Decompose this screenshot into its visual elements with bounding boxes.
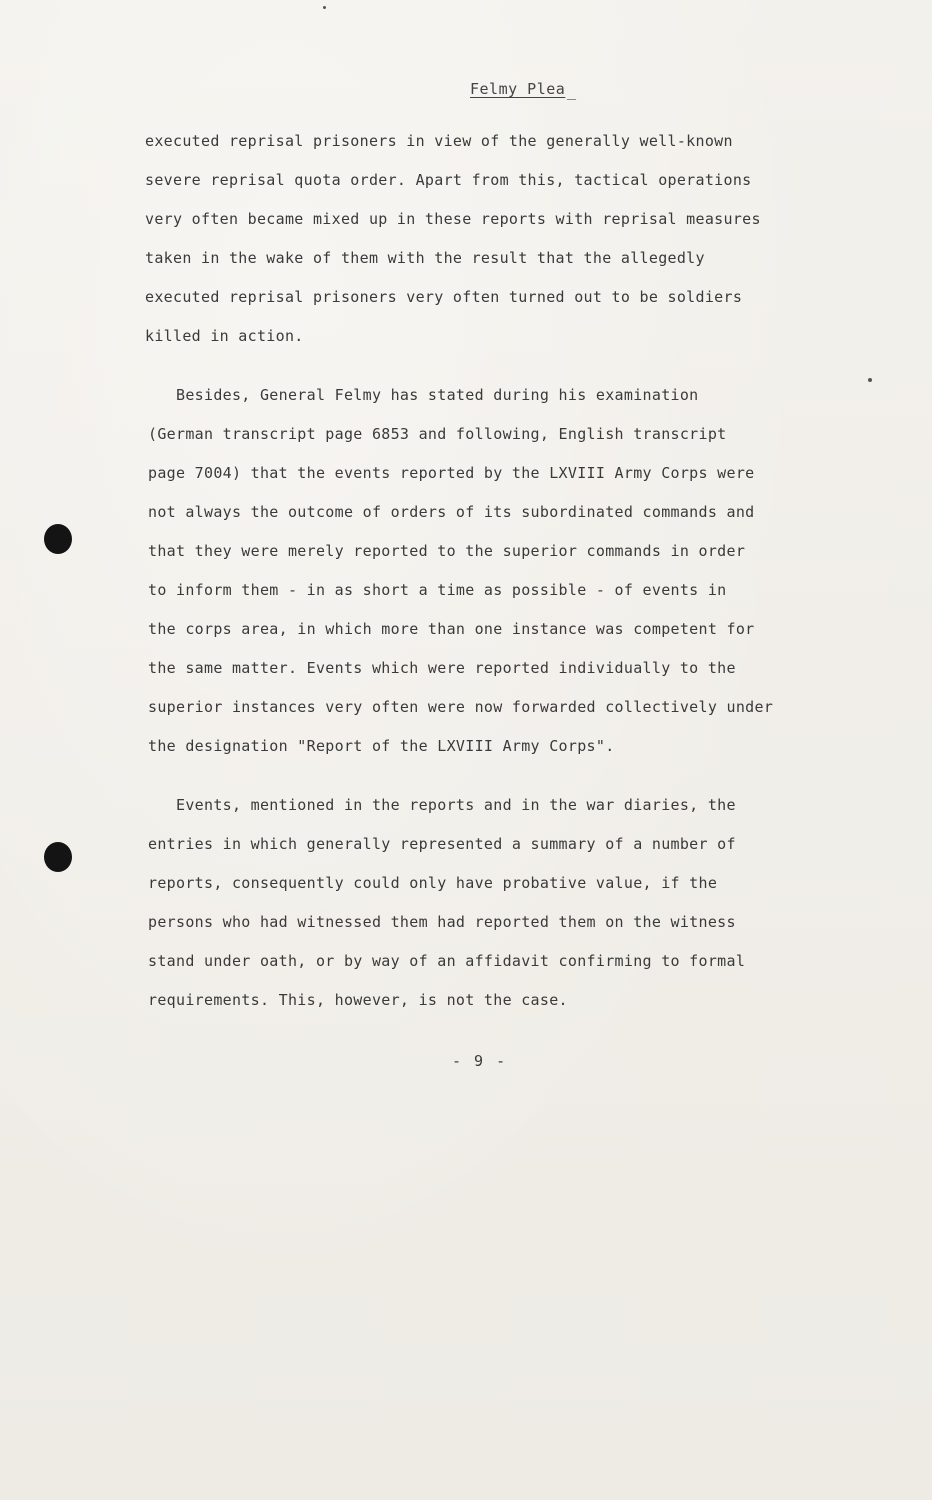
text-line: persons who had witnessed them had reported them on the witness bbox=[148, 913, 736, 931]
text-line: Besides, General Felmy has stated during his examination bbox=[148, 386, 699, 404]
page-header-trailing-mark: _ bbox=[567, 82, 577, 100]
paper-speck bbox=[323, 6, 326, 9]
text-line: not always the outcome of orders of its subordinated commands and bbox=[148, 503, 755, 521]
page-number: - 9 - bbox=[452, 1052, 508, 1070]
paragraph-3 bbox=[148, 786, 828, 1020]
text-line: severe reprisal quota order. Apart from this, tactical operations bbox=[145, 171, 752, 189]
text-line: taken in the wake of them with the result that the allegedly bbox=[145, 249, 705, 267]
text-line: Events, mentioned in the reports and in the war diaries, the bbox=[148, 796, 736, 814]
paragraph-2 bbox=[148, 376, 828, 766]
text-line: executed reprisal prisoners very often turned out to be soldiers bbox=[145, 288, 743, 306]
text-line: the corps area, in which more than one instance was competent for bbox=[148, 620, 755, 638]
text-line: page 7004) that the events reported by the LXVIII Army Corps were bbox=[148, 464, 755, 482]
text-line: killed in action. bbox=[145, 327, 304, 345]
punch-hole bbox=[44, 524, 72, 554]
text-line: executed reprisal prisoners in view of the generally well-known bbox=[145, 132, 733, 150]
page-header-title: Felmy Plea bbox=[470, 80, 566, 98]
text-line: (German transcript page 6853 and following, English transcript bbox=[148, 425, 727, 443]
text-line: to inform them - in as short a time as possible - of events in bbox=[148, 581, 727, 599]
text-line: superior instances very often were now forwarded collectively under bbox=[148, 698, 774, 716]
text-line: requirements. This, however, is not the case. bbox=[148, 991, 568, 1009]
text-line: reports, consequently could only have probative value, if the bbox=[148, 874, 718, 892]
punch-hole bbox=[44, 842, 72, 872]
text-line: entries in which generally represented a summary of a number of bbox=[148, 835, 736, 853]
text-line: very often became mixed up in these reports with reprisal measures bbox=[145, 210, 761, 228]
text-line: that they were merely reported to the superior commands in order bbox=[148, 542, 746, 560]
text-line: stand under oath, or by way of an affidavit confirming to formal bbox=[148, 952, 746, 970]
paper-speck bbox=[868, 378, 872, 382]
text-line: the designation "Report of the LXVIII Army Corps". bbox=[148, 737, 615, 755]
text-line: the same matter. Events which were reported individually to the bbox=[148, 659, 736, 677]
paragraph-1 bbox=[145, 122, 825, 356]
